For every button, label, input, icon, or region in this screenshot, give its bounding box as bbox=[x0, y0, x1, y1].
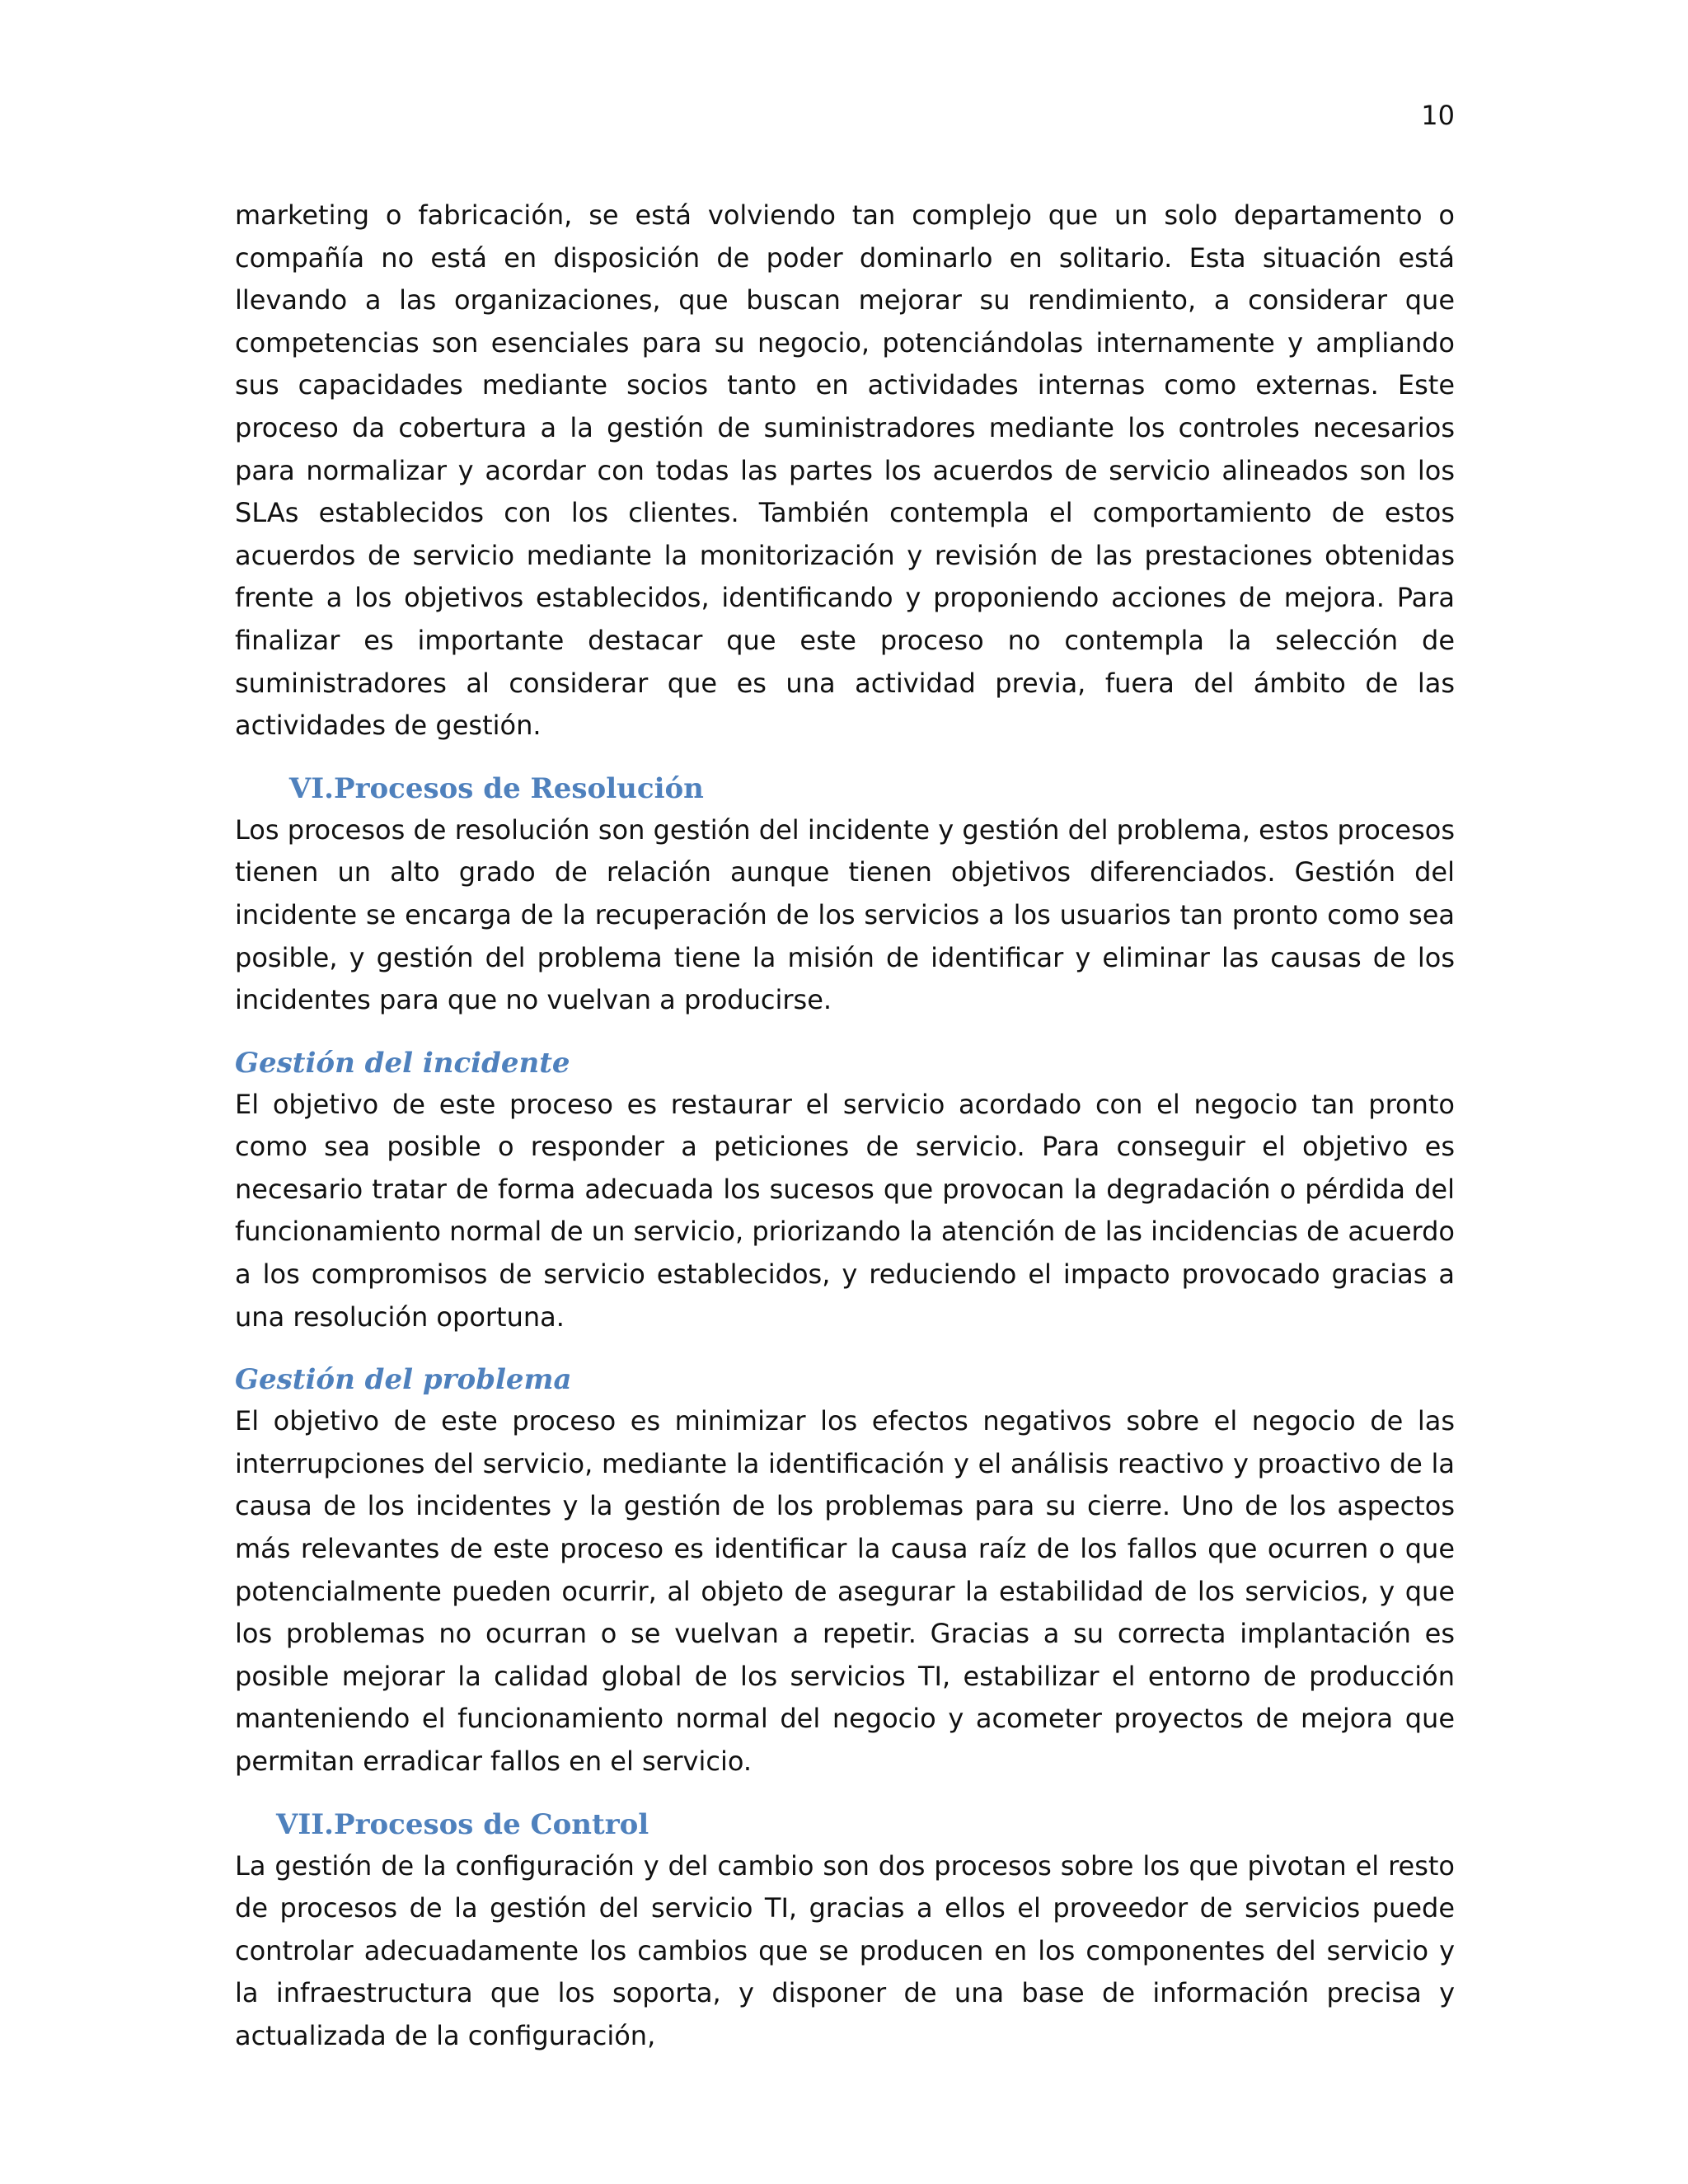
heading-number: VII. bbox=[275, 1807, 334, 1841]
page-number: 10 bbox=[1421, 100, 1455, 131]
paragraph-problema: El objetivo de este proceso es minimizar los efectos negativos sobre el negocio de las interrupciones del servicio, mediante la identificación y el análisis reactivo y proactivo de la causa de los incidentes y la gestión de los problemas para su cierre. Uno de los aspectos más relevantes de este proceso es identificar la causa raíz de los fallos que ocurren o que potencialmente pueden ocurrir, al objeto de asegurar la estabilidad de los servicios, y que los problemas no ocurran o se vuelvan a repetir. Gracias a su correcta implantación es posible mejorar la calidad global de los servicios TI, estabilizar el entorno de producción manteniendo el funcionamiento normal del negocio y acometer proyectos de mejora que permitan erradicar fallos en el servicio. bbox=[235, 1405, 1455, 1777]
paragraph-suministradores: marketing o fabricación, se está volviendo tan complejo que un solo departamento o compañía no está en disposición de poder dominarlo en solitario. Esta situación está llevando a las organizaciones, que buscan mejorar su rendimiento, a considerar que competencias son esenciales para su negocio, potenciándolas internamente y ampliando sus capacidades mediante socios tanto en actividades internas como externas. Este proceso da cobertura a la gestión de suministradores mediante los controles necesarios para normalizar y acordar con todas las partes los acuerdos de servicio alineados son los SLAs establecidos con los clientes. También contempla el comportamiento de estos acuerdos de servicio mediante la monitorización y revisión de las prestaciones obtenidas frente a los objetivos establecidos, identificando y proponiendo acciones de mejora. Para finalizar es importante destacar que este proceso no contempla la selección de suministradores al considerar que es una actividad previa, fuera del ámbito de las actividades de gestión. bbox=[235, 199, 1455, 742]
heading-procesos-resolucion bbox=[235, 768, 1455, 809]
paragraph-incidente: El objetivo de este proceso es restaurar el servicio acordado con el negocio tan pronto como sea posible o responder a peticiones de servicio. Para conseguir el objetivo es necesario tratar de forma adecuada los sucesos que provocan la degradación o pérdida del funcionamiento normal de un servicio, priorizando la atención de las incidencias de acuerdo a los compromisos de servicio establecidos, y reduciendo el impacto provocado gracias a una resolución oportuna. bbox=[235, 1088, 1455, 1333]
heading-title: Procesos de Control bbox=[334, 1807, 649, 1841]
heading-procesos-control bbox=[235, 1804, 1455, 1845]
paragraph-control: La gestión de la configuración y del cambio son dos procesos sobre los que pivotan el resto de procesos de la gestión del servicio TI, gracias a ellos el proveedor de servicios puede controlar adecuadamente los cambios que se producen en los componentes del servicio y la infraestructura que los soporta, y disponer de una base de información precisa y actualizada de la configuración, bbox=[235, 1849, 1455, 2051]
heading-number: VI. bbox=[288, 771, 334, 805]
subheading-gestion-problema: Gestión del problema bbox=[235, 1363, 572, 1397]
paragraph-resolucion: Los procesos de resolución son gestión del incidente y gestión del problema, estos procesos tienen un alto grado de relación aunque tienen objetivos diferenciados. Gestión del incidente se encarga de la recuperación de los servicios a los usuarios tan pronto como sea posible, y gestión del problema tiene la misión de identificar y eliminar las causas de los incidentes para que no vuelvan a producirse. bbox=[235, 813, 1455, 1016]
page-content bbox=[235, 194, 1455, 2058]
heading-title: Procesos de Resolución bbox=[334, 771, 704, 805]
subheading-gestion-incidente: Gestión del incidente bbox=[235, 1046, 570, 1080]
